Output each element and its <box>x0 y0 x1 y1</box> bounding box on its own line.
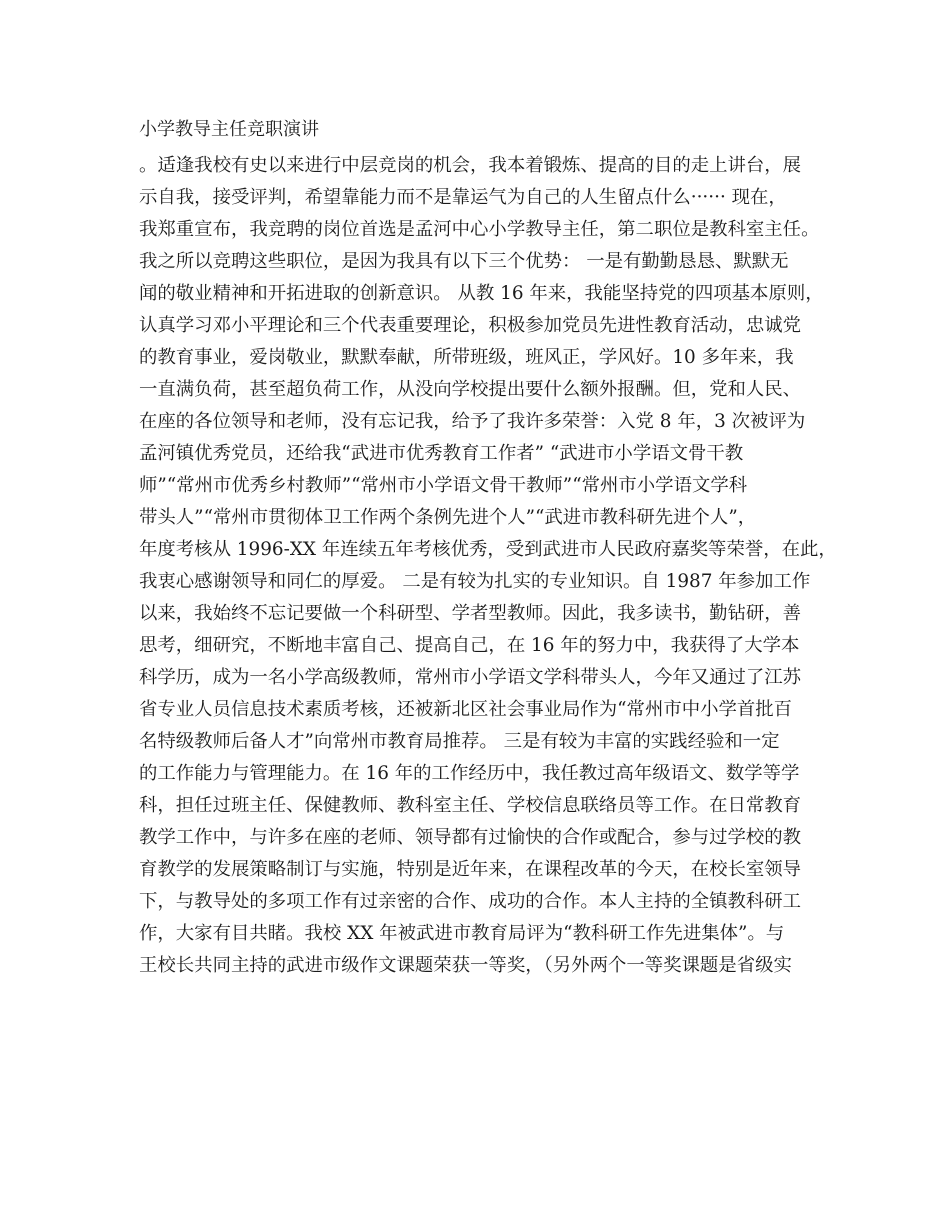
body-line: 下，与教导处的多项工作有过亲密的合作、成功的合作。本人主持的全镇教科研工 <box>139 891 802 912</box>
body-line: 思考，细研究，不断地丰富自己、提高自己，在 16 年的努力中，我获得了大学本 <box>139 635 800 656</box>
body-line: 科学历，成为一名小学高级教师，常州市小学语文学科带头人，今年又通过了江苏 <box>139 667 802 688</box>
document-title: 小学教导主任竞职演讲 <box>139 119 319 140</box>
body-line: 我之所以竞聘这些职位，是因为我具有以下三个优势： 一是有勤勤恳恳、默默无 <box>139 251 789 272</box>
body-line: 年度考核从 1996-XX 年连续五年考核优秀，受到武进市人民政府嘉奖等荣誉，在此， <box>139 539 837 560</box>
body-line: 我郑重宣布，我竞聘的岗位首选是孟河中心小学教导主任，第二职位是教科室主任。 <box>139 219 820 240</box>
body-line: 省专业人员信息技术素质考核，还被新北区社会事业局作为“常州市中小学首批百 <box>139 699 793 720</box>
document-body <box>139 150 839 982</box>
body-line: 闻的敬业精神和开拓进取的创新意识。 从教 16 年来，我能坚持党的四项基本原则， <box>139 283 824 304</box>
body-line: 师”“常州市优秀乡村教师”“常州市小学语文骨干教师”“常州市小学语文学科 <box>139 475 748 496</box>
body-line: 名特级教师后备人才”向常州市教育局推荐。 三是有较为丰富的实践经验和一定 <box>139 731 780 752</box>
body-line: 科，担任过班主任、保健教师、教科室主任、学校信息联络员等工作。在日常教育 <box>139 795 802 816</box>
body-line: 以来，我始终不忘记要做一个科研型、学者型教师。因此，我多读书，勤钻研，善 <box>139 603 802 624</box>
body-line: 的教育事业，爱岗敬业，默默奉献，所带班级，班风正，学风好。10 多年来，我 <box>139 347 794 368</box>
body-line: 教学工作中，与许多在座的老师、领导都有过愉快的合作或配合，参与过学校的教 <box>139 827 802 848</box>
body-line: 作，大家有目共睹。我校 XX 年被武进市教育局评为“教科研工作先进集体”。与 <box>139 923 785 944</box>
body-line: 育教学的发展策略制订与实施，特别是近年来，在课程改革的今天，在校长室领导 <box>139 859 802 880</box>
body-line: 示自我，接受评判，希望靠能力而不是靠运气为自己的人生留点什么······ 现在， <box>139 187 787 208</box>
body-line: 孟河镇优秀党员，还给我“武进市优秀教育工作者” “武进市小学语文骨干教 <box>139 443 744 464</box>
body-line: 的工作能力与管理能力。在 16 年的工作经历中，我任教过高年级语文、数学等学 <box>139 763 800 784</box>
body-line: 王校长共同主持的武进市级作文课题荣获一等奖，（另外两个一等奖课题是省级实 <box>139 955 792 976</box>
body-line: 我衷心感谢领导和同仁的厚爱。 二是有较为扎实的专业知识。自 1987 年参加工作 <box>139 571 811 592</box>
body-line: 带头人”“常州市贯彻体卫工作两个条例先进个人”“武进市教科研先进个人”， <box>139 507 757 528</box>
body-line: 一直满负荷，甚至超负荷工作，从没向学校提出要什么额外报酬。但，党和人民、 <box>139 379 802 400</box>
body-line: 在座的各位领导和老师，没有忘记我，给予了我许多荣誉：入党 8 年，3 次被评为 <box>139 411 806 432</box>
body-line: 。适逢我校有史以来进行中层竞岗的机会，我本着锻炼、提高的目的走上讲台，展 <box>139 155 802 176</box>
body-line: 认真学习邓小平理论和三个代表重要理论，积极参加党员先进性教育活动，忠诚党 <box>139 315 802 336</box>
